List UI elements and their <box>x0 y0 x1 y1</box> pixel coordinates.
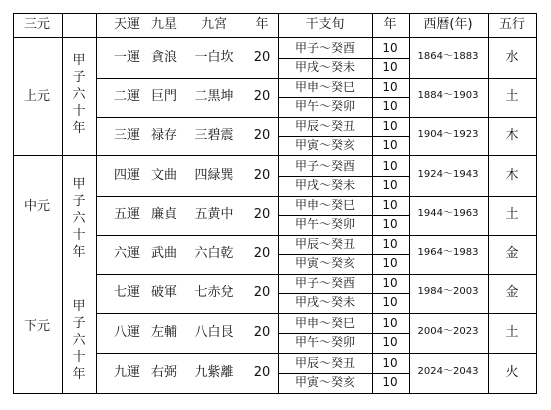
range-label: 1884～1903 <box>417 90 479 101</box>
range-label: 1924～1943 <box>417 169 479 180</box>
jun-divider <box>278 58 409 59</box>
jun-label: 甲寅～癸亥 <box>294 138 356 152</box>
jun-divider <box>278 97 409 98</box>
row-divider <box>96 196 537 197</box>
row-divider <box>96 274 537 275</box>
header-rule <box>13 37 537 38</box>
years-label: 20 <box>253 325 271 340</box>
jun-label: 甲子～癸酉 <box>294 41 356 55</box>
jun-label: 甲辰～癸丑 <box>294 356 356 370</box>
un-label: 九運 <box>113 365 141 380</box>
n-label: 10 <box>382 41 398 55</box>
n-label: 10 <box>382 237 398 251</box>
border-right <box>536 13 537 394</box>
col-div-1 <box>62 13 63 394</box>
jun-divider <box>278 215 409 216</box>
years-label: 20 <box>253 246 271 261</box>
row-divider <box>96 353 537 354</box>
years-label: 20 <box>253 168 271 183</box>
border-top <box>13 13 537 14</box>
n-label: 10 <box>382 217 398 231</box>
un-label: 一運 <box>113 50 141 65</box>
jun-label: 甲寅～癸亥 <box>294 375 356 389</box>
header-kyusei: 九星 <box>150 17 178 32</box>
n-label: 10 <box>382 60 398 74</box>
range-label: 1984～2003 <box>417 286 479 297</box>
n-label: 10 <box>382 80 398 94</box>
jun-label: 甲戌～癸未 <box>294 60 356 74</box>
jun-label: 甲子～癸酉 <box>294 276 356 290</box>
years-label: 20 <box>253 365 271 380</box>
n-label: 10 <box>382 316 398 330</box>
n-label: 10 <box>382 99 398 113</box>
kyu-label: 四緑巽 <box>194 168 234 183</box>
sei-label: 貪浪 <box>150 50 178 65</box>
un-label: 三運 <box>113 128 141 143</box>
n-label: 10 <box>382 335 398 349</box>
range-label: 1944～1963 <box>417 208 479 219</box>
jun-label: 甲申～癸巳 <box>294 316 356 330</box>
element-label: 土 <box>505 325 519 340</box>
un-label: 二運 <box>113 89 141 104</box>
kyu-label: 九紫離 <box>194 365 234 380</box>
jun-divider <box>278 176 409 177</box>
range-label: 1964～1983 <box>417 247 479 258</box>
kakko-60-label-1: 甲 子 六 十 年 <box>72 53 86 136</box>
jun-label: 甲戌～癸未 <box>294 295 356 309</box>
col-div-4 <box>372 13 373 394</box>
jun-label: 甲子～癸酉 <box>294 159 356 173</box>
range-label: 1864～1883 <box>417 51 479 62</box>
n-label: 10 <box>382 159 398 173</box>
header-gogyo: 五行 <box>498 17 526 32</box>
element-label: 土 <box>505 207 519 222</box>
un-label: 七運 <box>113 285 141 300</box>
un-label: 五運 <box>113 207 141 222</box>
element-label: 木 <box>505 128 519 143</box>
header-tenun: 天運 <box>113 17 141 32</box>
kyu-label: 六白乾 <box>194 246 234 261</box>
element-label: 木 <box>505 168 519 183</box>
sei-label: 右弼 <box>150 365 178 380</box>
kyu-label: 七赤兌 <box>194 285 234 300</box>
jun-divider <box>278 136 409 137</box>
sangen-gegen: 下元 <box>23 319 51 334</box>
element-label: 水 <box>505 50 519 65</box>
header-seireki: 西暦(年) <box>423 17 473 32</box>
kyu-label: 五黄中 <box>194 207 234 222</box>
kyu-label: 八白艮 <box>194 325 234 340</box>
jogen-chugen-rule <box>13 155 537 156</box>
col-div-2 <box>96 13 97 394</box>
n-label: 10 <box>382 198 398 212</box>
sei-label: 左輔 <box>150 325 178 340</box>
n-label: 10 <box>382 276 398 290</box>
jun-label: 甲辰～癸丑 <box>294 237 356 251</box>
un-label: 六運 <box>113 246 141 261</box>
jun-label: 甲申～癸巳 <box>294 198 356 212</box>
border-left <box>13 13 14 394</box>
kyu-label: 三碧震 <box>194 128 234 143</box>
sangen-jogen: 上元 <box>23 89 51 104</box>
element-label: 金 <box>505 285 519 300</box>
kakko-60-label-3: 甲 子 六 十 年 <box>72 299 86 382</box>
element-label: 火 <box>505 365 519 380</box>
range-label: 1904～1923 <box>417 129 479 140</box>
sei-label: 文曲 <box>150 168 178 183</box>
header-kanshijun: 干支旬 <box>305 17 345 32</box>
sei-label: 破軍 <box>150 285 178 300</box>
n-label: 10 <box>382 356 398 370</box>
sangen-chugen: 中元 <box>23 199 51 214</box>
range-label: 2024～2043 <box>417 366 479 377</box>
element-label: 金 <box>505 246 519 261</box>
jun-divider <box>278 373 409 374</box>
years-label: 20 <box>253 50 271 65</box>
n-label: 10 <box>382 178 398 192</box>
years-label: 20 <box>253 207 271 222</box>
jun-divider <box>278 254 409 255</box>
row-divider <box>96 235 537 236</box>
jun-label: 甲申～癸巳 <box>294 80 356 94</box>
jun-divider <box>278 293 409 294</box>
jun-divider <box>278 333 409 334</box>
col-div-3 <box>278 13 279 394</box>
jun-label: 甲午～癸卯 <box>294 99 356 113</box>
col-div-5 <box>409 13 410 394</box>
kyu-label: 二黒坤 <box>194 89 234 104</box>
element-label: 土 <box>505 89 519 104</box>
header-kyukyu: 九宮 <box>200 17 228 32</box>
header-sangen: 三元 <box>23 17 51 32</box>
sei-label: 禄存 <box>150 128 178 143</box>
un-label: 八運 <box>113 325 141 340</box>
kyu-label: 一白坎 <box>194 50 234 65</box>
col-div-6 <box>488 13 489 394</box>
border-bottom <box>13 393 537 394</box>
years-label: 20 <box>253 285 271 300</box>
n-label: 10 <box>382 119 398 133</box>
sei-label: 廉貞 <box>150 207 178 222</box>
kakko-60-label-2: 甲 子 六 十 年 <box>72 177 86 260</box>
n-label: 10 <box>382 375 398 389</box>
range-label: 2004～2023 <box>417 326 479 337</box>
row-divider <box>96 313 537 314</box>
jun-label: 甲寅～癸亥 <box>294 256 356 270</box>
header-nen: 年 <box>255 17 269 32</box>
years-label: 20 <box>253 89 271 104</box>
n-label: 10 <box>382 138 398 152</box>
jun-label: 甲戌～癸未 <box>294 178 356 192</box>
sei-label: 武曲 <box>150 246 178 261</box>
un-label: 四運 <box>113 168 141 183</box>
header-nen-2: 年 <box>383 17 397 32</box>
sei-label: 巨門 <box>150 89 178 104</box>
n-label: 10 <box>382 256 398 270</box>
jun-label: 甲午～癸卯 <box>294 335 356 349</box>
jun-label: 甲辰～癸丑 <box>294 119 356 133</box>
years-label: 20 <box>253 128 271 143</box>
n-label: 10 <box>382 295 398 309</box>
row-divider <box>96 117 537 118</box>
jun-label: 甲午～癸卯 <box>294 217 356 231</box>
row-divider <box>96 78 537 79</box>
